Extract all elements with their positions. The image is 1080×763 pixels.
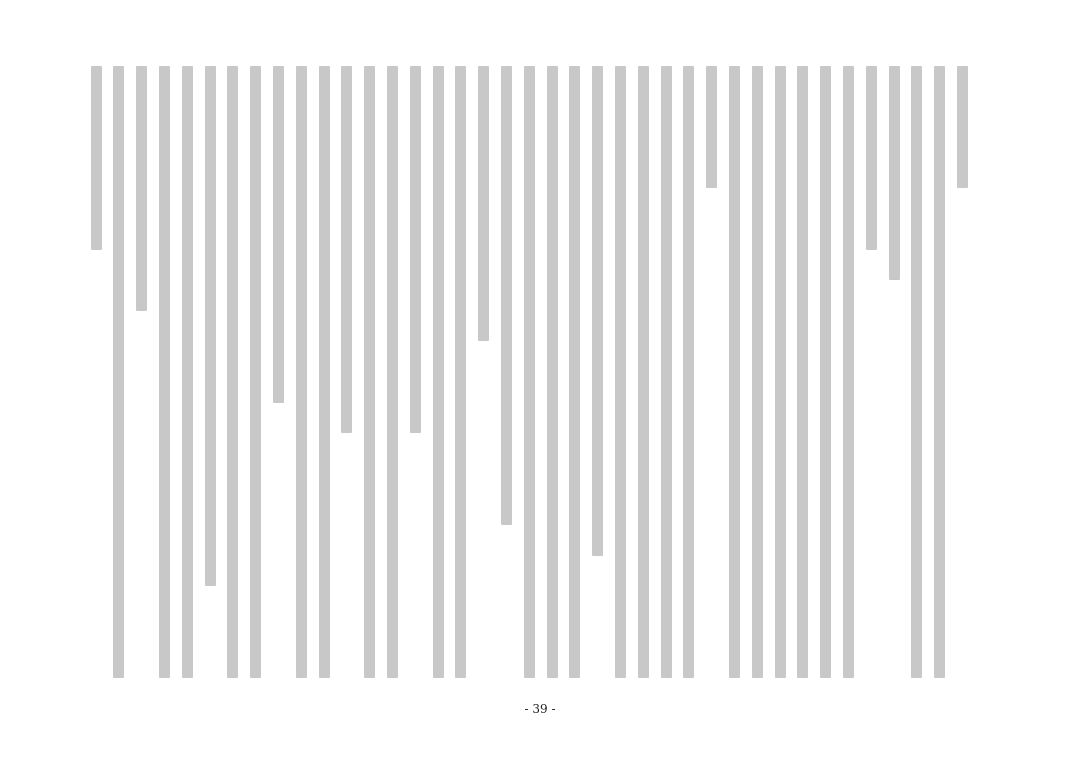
text-column-redacted xyxy=(273,66,284,403)
page-number: - 39 - xyxy=(524,702,556,716)
text-column-redacted xyxy=(683,66,694,678)
text-column-redacted xyxy=(547,66,558,678)
text-column-redacted xyxy=(478,66,489,341)
text-column-redacted xyxy=(296,66,307,678)
text-column-redacted xyxy=(615,66,626,678)
text-column-redacted xyxy=(501,66,512,525)
text-column-redacted xyxy=(911,66,922,678)
text-column-redacted xyxy=(729,66,740,678)
text-column-redacted xyxy=(455,66,466,678)
text-column-redacted xyxy=(934,66,945,678)
text-column-redacted xyxy=(91,66,102,250)
text-column-redacted xyxy=(775,66,786,678)
text-column-redacted xyxy=(113,66,124,678)
text-column-redacted xyxy=(136,66,147,311)
text-column-redacted xyxy=(957,66,968,188)
text-column-redacted xyxy=(820,66,831,678)
text-column-redacted xyxy=(752,66,763,678)
text-column-redacted xyxy=(387,66,398,678)
text-column-redacted xyxy=(182,66,193,678)
text-column-redacted xyxy=(889,66,900,280)
text-column-redacted xyxy=(797,66,808,678)
text-column-redacted xyxy=(706,66,717,188)
text-column-redacted xyxy=(227,66,238,678)
text-column-redacted xyxy=(843,66,854,678)
text-column-redacted xyxy=(341,66,352,433)
text-column-redacted xyxy=(159,66,170,678)
text-column-redacted xyxy=(524,66,535,678)
text-column-redacted xyxy=(410,66,421,433)
text-column-redacted xyxy=(866,66,877,250)
text-column-redacted xyxy=(638,66,649,678)
text-column-redacted xyxy=(250,66,261,678)
text-column-redacted xyxy=(433,66,444,678)
text-column-redacted xyxy=(319,66,330,678)
text-column-redacted xyxy=(569,66,580,678)
text-column-redacted xyxy=(661,66,672,678)
text-column-redacted xyxy=(592,66,603,556)
text-column-redacted xyxy=(364,66,375,678)
text-column-redacted xyxy=(205,66,216,586)
